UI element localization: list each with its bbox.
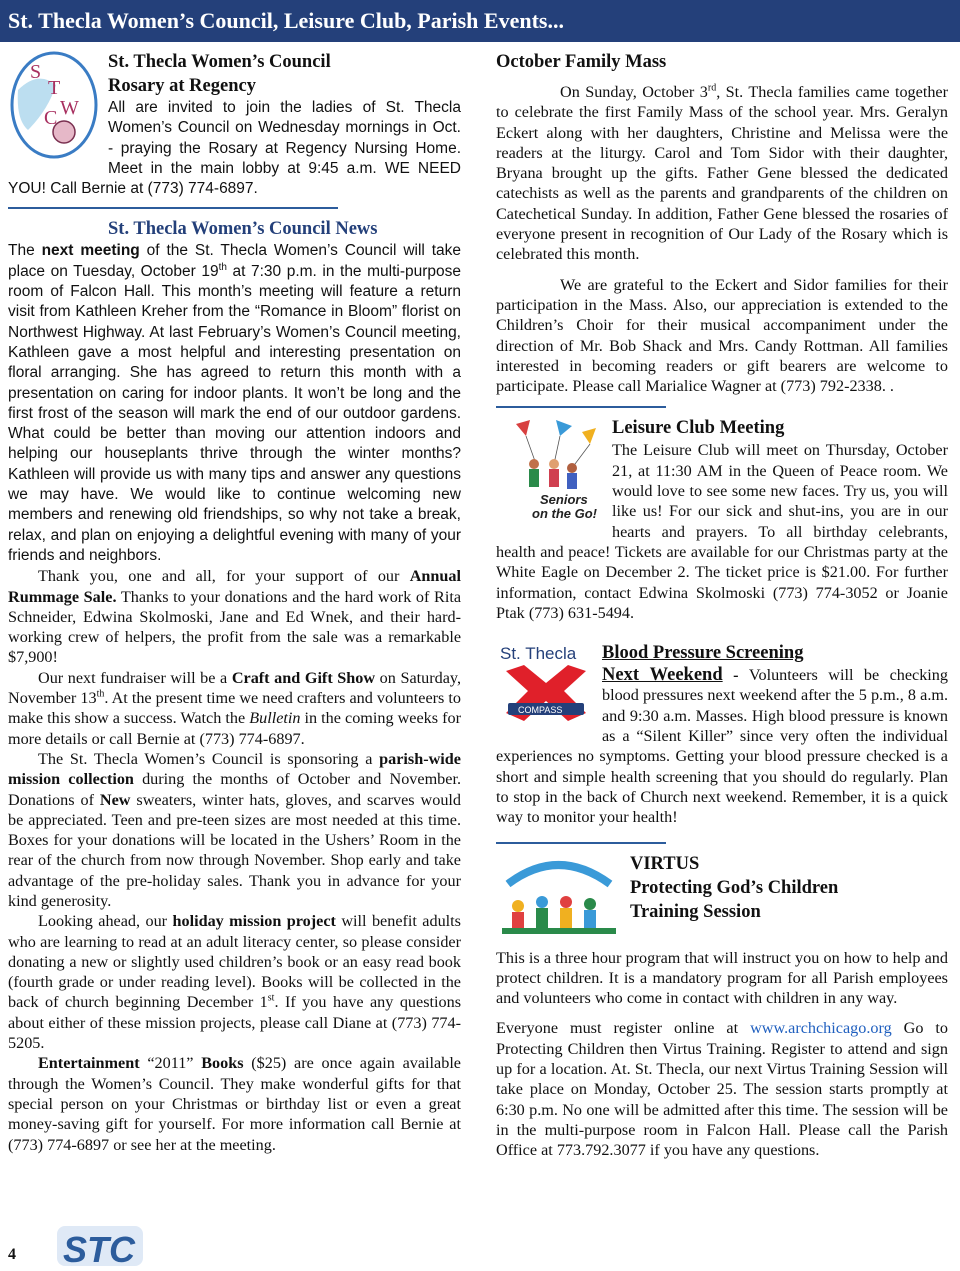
mass-paragraph-2: We are grateful to the Eckert and Sidor families for their participation in the Mass. Also, our appreciation is extended to the Children’s Choir for their musical accompaniment under the direction of Mr. Bob Shack and Mrs. Candy Rottman. All families interested in becoming readers or gift bearers are welcome to participate. Please call Marialice Wagner at (773) 792-2338. . bbox=[496, 275, 948, 396]
right-column bbox=[496, 50, 948, 1160]
section-divider bbox=[496, 842, 666, 844]
mass-title: October Family Mass bbox=[496, 52, 667, 72]
rosary-title-2: Rosary at Regency bbox=[108, 76, 256, 96]
rosary-title-1: St. Thecla Women’s Council bbox=[108, 52, 331, 72]
blood-title: Blood Pressure Screening bbox=[602, 643, 804, 664]
seniors-kite-icon bbox=[496, 418, 604, 520]
news-paragraph-4: The St. Thecla Women’s Council is sponsoring a parish-wide mission collection during the months of October and November. Donations of New sweaters, winter hats, gloves, and scarves would be appreciated. Teen and pre-teen sizes are most needed at this time. Boxes for your donations will be located in the Ushers’ Room in the rear of the church from now through November. Shop early and take advantage of the pre-holiday sales. Thank you in advance for your kind generosity. bbox=[8, 749, 462, 910]
news-paragraph-6: Entertainment “2011” Books ($25) are once again available through the Women’s Council. They make wonderful gifts for that special person on your Christmas or birthday list or even a great money-saving gift for yourself. For more information call Bernie at (773) 774-6897 or see her at the meeting. bbox=[8, 1054, 461, 1154]
compass-logo-top: St. Thecla bbox=[500, 644, 577, 664]
blood-pressure-section bbox=[496, 641, 948, 827]
page-number: 4 bbox=[8, 1246, 16, 1263]
left-column bbox=[8, 50, 461, 1155]
mass-section bbox=[496, 50, 948, 396]
logo-letter-w: W bbox=[60, 97, 79, 119]
news-paragraph-1: The next meeting of the St. Thecla Women’s Council will take place on Tuesday, October 19th at 7:30 p.m. in the multi-purpose room of Falcon Hall. This month’s meeting will feature a return visit from Kathleen Kreher from the “Romance in Bloom” florist on Northwest Highway. At last February’s Women’s Council meeting, Kathleen gave a most helpful and interesting presentation on floral arranging. She has agreed to return this month with a presentation on caring for indoor plants. It won’t be long and the first frost of the season will mark the end of our outdoor gardens. What could be better than moving our attention indoors and helping our houseplants thrive through the winter months? Kathleen will provide us with many tips and answer any questions we may have. We would like to continue welcoming new members and renewing old friendships, so why not take a break, relax, and plan on enjoying a delightful evening with many of your friends and neighbors. bbox=[8, 242, 462, 564]
stc-logo-icon bbox=[55, 1222, 145, 1270]
rosary-section bbox=[8, 50, 461, 199]
virtus-paragraph-1: This is a three hour program that will instruct you on how to help and protect children. It is a mandatory program for all Parish employees and volunteers who come in contact with children in any way. bbox=[496, 948, 948, 1008]
page-banner: St. Thecla Women’s Council, Leisure Club, Parish Events... bbox=[0, 0, 960, 42]
archchicago-link[interactable]: www.archchicago.org bbox=[750, 1019, 892, 1038]
blood-body: Next Weekend - Volunteers will be checking blood pressures next weekend after the 5 p.m., 8 a.m. and 9:30 a.m. Masses. High blood pressure is known as a “Silent Killer” since very often the individual experiences no symptoms. Getting your blood pressure checked is a short and simple health screening that you should do regularly. Plan to stop in the back of Church next weekend. Remember, it is a quick way to monitor your health! bbox=[496, 665, 948, 827]
virtus-title-2: Protecting God’s Children bbox=[630, 877, 839, 898]
news-paragraph-2: Thank you, one and all, for your support of our Annual Rummage Sale. Thanks to your donations and the hard work of Rita Schneider, Edwina Skolmoski, Jane and Ed Wnek, and their hard-working crew of helpers, the profit from the sale was a remarkable $7,900! bbox=[8, 567, 462, 667]
section-divider bbox=[8, 207, 338, 209]
logo-letter-t: T bbox=[48, 77, 61, 99]
leisure-title: Leisure Club Meeting bbox=[612, 418, 785, 439]
logo-letter-s: S bbox=[30, 61, 42, 83]
on-the-go-label: on the Go! bbox=[532, 506, 597, 521]
compass-logo-bottom: COMPASS bbox=[518, 705, 563, 716]
leisure-section bbox=[496, 416, 948, 623]
news-section bbox=[8, 217, 461, 1154]
leisure-body: The Leisure Club will meet on Thursday, October 21, at 11:30 AM in the Queen of Peace room. We would love to see some new faces. Try us, you will like us! For our sick and shut-ins, you are in our hearts and prayers. To all birthday celebrants, health and peace! Tickets are available for our Christmas party at the White Eagle on December 2. The ticket price is $21.00. For further information, contact Edwina Skolmoski (773) 774-3052 or Joanie Ptak (773) 631-5494. bbox=[496, 441, 948, 622]
news-title: St. Thecla Women’s Council News bbox=[108, 219, 378, 240]
virtus-title-1: VIRTUS bbox=[630, 853, 700, 874]
virtus-section bbox=[496, 852, 948, 1161]
virtus-paragraph-2: Everyone must register online at www.archchicago.org Go to Protecting Children then Virtus Training. Register to attend and sign up for a location. At. St. Thecla, our next Virtus Training Session will take place on Monday, October 25. The session starts promptly at 6:30 p.m. No one will be admitted after this time. The session will be in the multi-purpose room in Falcon Hall. Please call the Parish Office at 773.792.3077 if you have any questions. bbox=[496, 1019, 949, 1160]
children-circle-icon bbox=[496, 854, 622, 936]
stwc-logo-icon bbox=[8, 50, 100, 160]
section-divider bbox=[496, 406, 666, 408]
logo-letter-c: C bbox=[44, 107, 58, 129]
stc-logo-text: STC bbox=[63, 1229, 135, 1270]
virtus-title-3: Training Session bbox=[630, 901, 761, 922]
rosary-body: All are invited to join the ladies of St. Thecla Women’s Council on Wednesday mornings in Oct. - praying the Rosary at Regency Nursing Home. Meet in the main lobby at 9:45 a.m. WE NEED YOU! Call Bernie at (773) 774-6897. bbox=[8, 99, 461, 198]
news-paragraph-3: Our next fundraiser will be a Craft and Gift Show on Saturday, November 13th. At the present time we need crafters and volunteers to make this show a success. Watch the Bulletin in the coming weeks for more details or call Bernie at (773) 774-6897. bbox=[8, 668, 461, 748]
seniors-label: Seniors bbox=[540, 492, 588, 508]
compass-logo-icon bbox=[496, 643, 594, 729]
news-paragraph-5: Looking ahead, our holiday mission project will benefit adults who are learning to read at an adult literacy center, so please consider donating a new or slightly used children’s book or an easy read book (fourth grade or under reading level). Books will be collected in the back of church beginning December 1st. If you have any questions about either of these mission projects, please call Diane at (773) 774-5205. bbox=[8, 912, 461, 1053]
mass-paragraph-1: On Sunday, October 3rd, St. Thecla families came together to celebrate the first Family Mass of the school year. Mrs. Geralyn Eckert along with her daughters, Christine and Melissa were the readers at the liturgy. Carol and Tom Sidor with their daughter, Bryana brought up the gifts. Father Gene blessed the dedicated catechists as well as the parents and grandparents of the children on Catechetical Sunday. In addition, Father Gene blessed the rosaries of everyone present in recognition of Our Lady of the Rosary which is celebrated this month. bbox=[496, 82, 948, 264]
